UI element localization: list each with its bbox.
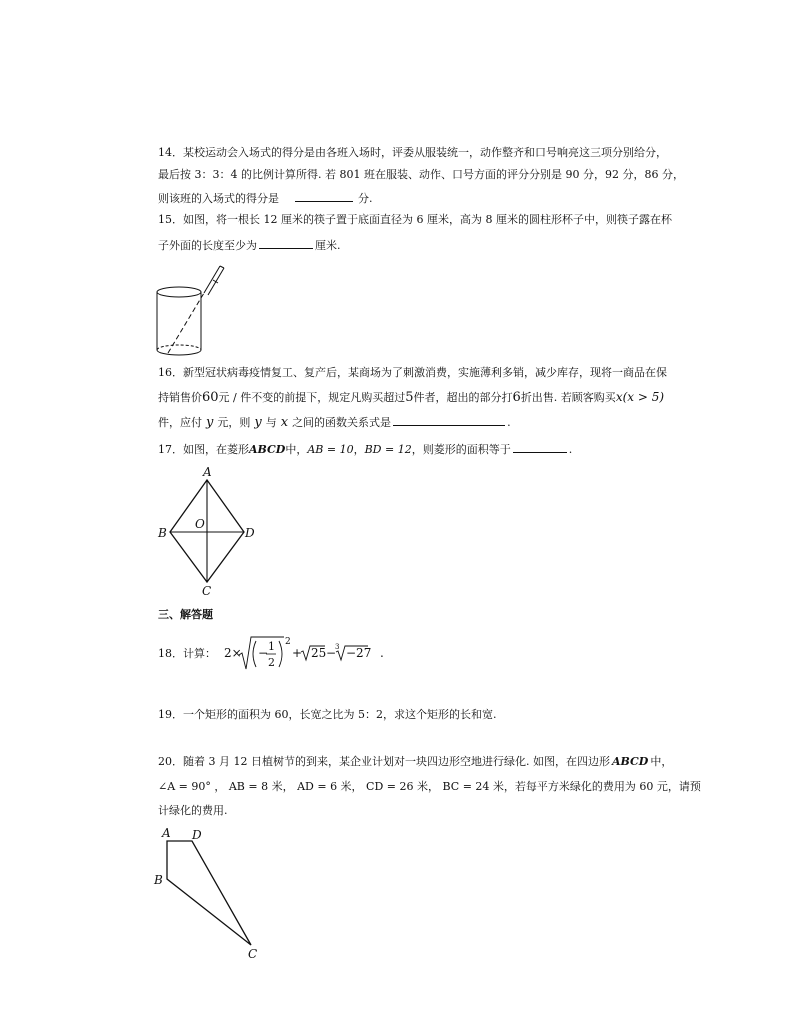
label-d: D — [192, 828, 202, 842]
section-title: 三、解答题 — [158, 608, 213, 621]
expr-25: 25 — [311, 646, 327, 660]
q17-text-h: . — [568, 443, 573, 456]
q15-text-b: 厘米. — [315, 239, 341, 252]
expr-plus: + — [292, 646, 303, 660]
q17-text-e: ， — [353, 443, 365, 456]
q17-ab: AB = 10 — [307, 443, 354, 456]
label-o: O — [195, 517, 205, 531]
q20-line-2: ∠A = 90° ， AB = 8 米， AD = 6 米， CD = 26 米， BC = 24 米，若每平方米绿化的费用为 60 元，请预 — [158, 780, 701, 793]
q16-text-3h: . — [507, 416, 511, 429]
q14-line-3 — [158, 190, 373, 206]
q14-text-b: 分. — [358, 192, 373, 205]
q16-x-condition: x(x > 5) — [615, 390, 665, 404]
q16-discount: 6 — [512, 390, 521, 405]
chopstick-cap — [220, 266, 224, 268]
expr-period: . — [380, 646, 384, 660]
q16-text-3a: 件，应付 — [158, 416, 202, 429]
q15-text-a: 子外面的长度至少为 — [158, 239, 257, 252]
q14-line-1: 14．某校运动会入场式的得分是由各班入场时，评委从服装统一，动作整齐和口号响亮这三项分别给分， — [158, 146, 667, 159]
q16-answer-blank — [393, 414, 505, 426]
q15-line-1: 15．如图，将一根长 12 厘米的筷子置于底面直径为 6 厘米，高为 8 厘米的圆柱形杯子中，则筷子露在杯 — [158, 213, 672, 226]
q17-line-1 — [158, 441, 572, 457]
q15-answer-blank — [259, 237, 313, 249]
q14-text-a: 则该班的入场式的得分是 — [158, 192, 279, 205]
cup-bottom-back — [157, 345, 201, 350]
q20-quad-name: ABCD — [611, 755, 649, 768]
q20-line-3: 计绿化的费用. — [158, 804, 228, 817]
q16-text-c: 元 / 件不变的前提下，规定凡购买超过 — [218, 391, 406, 404]
chopstick-inside — [168, 293, 204, 353]
expr-m27: −27 — [346, 646, 372, 660]
q20-text-c: 中， — [650, 755, 673, 768]
q14-line-2: 最后按 3：3：4 的比例计算所得. 若 801 班在服装、动作、口号方面的评分分别是 90 分，92 分，86 分， — [158, 168, 684, 181]
q18-expression — [222, 633, 392, 675]
label-d: D — [245, 526, 255, 540]
label-a: A — [203, 465, 212, 479]
cube-root-index: 3 — [335, 643, 340, 651]
left-paren — [253, 641, 256, 667]
rhombus-figure — [155, 463, 265, 598]
q14-answer-blank — [295, 190, 353, 202]
q16-text-3c: 元，则 — [217, 416, 251, 429]
q20-line-1 — [158, 755, 672, 769]
q15-line-2 — [158, 237, 341, 253]
q16-y-var: y — [206, 415, 214, 430]
frac-num: 1 — [268, 640, 275, 653]
q17-rhombus-name: ABCD — [249, 443, 286, 456]
q16-line-2 — [158, 390, 664, 405]
q16-line-3 — [158, 414, 511, 430]
label-b: B — [154, 873, 163, 887]
q16-text-a: 持销售价 — [158, 391, 202, 404]
q20-text-a: 20．随着 3 月 12 日植树节的到来，某企业计划对一块四边形空地进行绿化. 如图，在四边形 — [158, 755, 610, 768]
q17-answer-blank — [513, 441, 567, 453]
q16-text-3g: 之间的函数关系式是 — [292, 416, 392, 429]
q16-text-e: 件者，超出的部分打 — [413, 391, 513, 404]
q16-line-1: 16．新型冠状病毒疫情复工、复产后，某商场为了刺激消费，实施薄利多销，减少库存，现将一商品在保 — [158, 366, 667, 379]
label-c: C — [202, 584, 212, 598]
expr-minus-2: − — [326, 646, 337, 660]
q17-text-c: 中， — [285, 443, 308, 456]
q17-bd: BD = 12 — [364, 443, 412, 456]
label-b: B — [158, 526, 167, 540]
label-a: A — [162, 826, 171, 840]
q17-text-a: 17．如图，在菱形 — [158, 443, 249, 456]
quad-outline — [167, 841, 251, 945]
cup-top-ellipse — [157, 287, 201, 297]
q17-text-g: ，则菱形的面积等于 — [411, 443, 511, 456]
exponent-two: 2 — [285, 637, 291, 647]
q16-count: 5 — [405, 390, 414, 405]
expr-minus: − — [258, 646, 269, 660]
expr-two-times: 2× — [224, 646, 242, 660]
q19-line: 19．一个矩形的面积为 60，长宽之比为 5：2，求这个矩形的长和宽. — [158, 708, 497, 721]
right-paren — [279, 641, 282, 667]
cup-bottom-front — [157, 350, 201, 355]
q16-price: 60 — [202, 390, 219, 405]
frac-den: 2 — [268, 656, 275, 669]
quadrilateral-figure — [150, 822, 270, 964]
q16-text-g: 折出售. 若顾客购买 — [520, 391, 616, 404]
q16-x-var: x — [280, 415, 289, 430]
q18-prefix: 18．计算： — [158, 647, 216, 660]
q16-text-3e: 与 — [265, 416, 277, 429]
q16-y-var-2: y — [254, 415, 262, 430]
label-c: C — [248, 947, 258, 961]
cup-figure — [148, 260, 238, 360]
